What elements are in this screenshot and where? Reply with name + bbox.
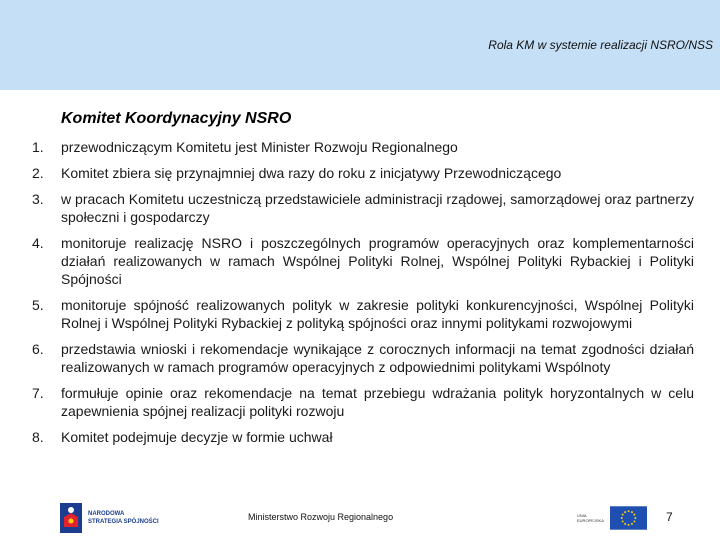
list-item-text: formułuje opinie oraz rekomendacje na temat przebiegu wdrażania polityk horyzontalnych w celu zapewnienia spójnej realizacji polityki rozwoju <box>61 385 694 419</box>
section-title: Komitet Koordynacyjny NSRO <box>61 110 292 127</box>
nss-logo-line1: NARODOWA <box>88 511 125 517</box>
header-band <box>0 0 720 90</box>
footer-ministry: Ministerstwo Rozwoju Regionalnego <box>248 512 394 522</box>
list-item-text: monitoruje spójność realizowanych polityk w zakresie polityki konkurencyjności, Wspólnej Polityki Rolnej i Wspólnej Polityki Rybackiej z polityką spójności oraz innymi politykami rozwojowymi <box>61 297 694 331</box>
list-item-number: 6. <box>32 341 44 357</box>
eu-flag-icon <box>610 506 647 530</box>
list-item <box>32 190 694 226</box>
list-item-number: 2. <box>32 165 44 181</box>
eu-logo-line1: UNIA <box>577 513 587 518</box>
list-item <box>32 138 694 156</box>
list-item-text: przedstawia wnioski i rekomendacje wynikające z corocznych informacji na temat zgodności działań realizowanych w ramach programów operacyjnych z odpowiednimi politykami Wspólnoty <box>61 341 694 375</box>
list-item <box>32 296 694 332</box>
list-item-number: 3. <box>32 191 44 207</box>
numbered-list <box>32 138 694 454</box>
list-item-number: 8. <box>32 429 44 445</box>
list-item-number: 5. <box>32 297 44 313</box>
list-item-text: monitoruje realizację NSRO i poszczególnych programów operacyjnych oraz komplementarności działań realizowanych w ramach Wspólnej Polityki Rolnej, Wspólnej Polityki Rybackiej i Polityki Spójności <box>61 235 694 287</box>
nss-emblem-icon <box>60 503 82 533</box>
eu-logo-text <box>577 513 604 523</box>
list-item <box>32 340 694 376</box>
list-item-text: Komitet podejmuje decyzje w formie uchwał <box>61 429 333 445</box>
list-item-number: 1. <box>32 139 44 155</box>
list-item-number: 4. <box>32 235 44 251</box>
list-item-text: Komitet zbiera się przynajmniej dwa razy do roku z inicjatywy Przewodniczącego <box>61 165 562 181</box>
list-item <box>32 428 694 446</box>
eu-logo-line2: EUROPEJSKA <box>577 518 604 523</box>
nss-logo-line2: STRATEGIA SPÓJNOŚCI <box>88 519 159 525</box>
list-item <box>32 164 694 182</box>
slide-header-title: Rola KM w systemie realizacji NSRO/NSS <box>488 38 713 52</box>
nss-logo-text <box>88 510 159 526</box>
eu-logo <box>577 504 647 532</box>
list-item <box>32 384 694 420</box>
list-item-text: przewodniczącym Komitetu jest Minister Rozwoju Regionalnego <box>61 139 458 155</box>
list-item-number: 7. <box>32 385 44 401</box>
list-item-text: w pracach Komitetu uczestniczą przedstawiciele administracji rządowej, samorządowej oraz partnerzy społeczni i gospodarczy <box>61 191 694 225</box>
nss-logo <box>60 500 180 536</box>
list-item <box>32 234 694 288</box>
page-number: 7 <box>666 510 673 524</box>
